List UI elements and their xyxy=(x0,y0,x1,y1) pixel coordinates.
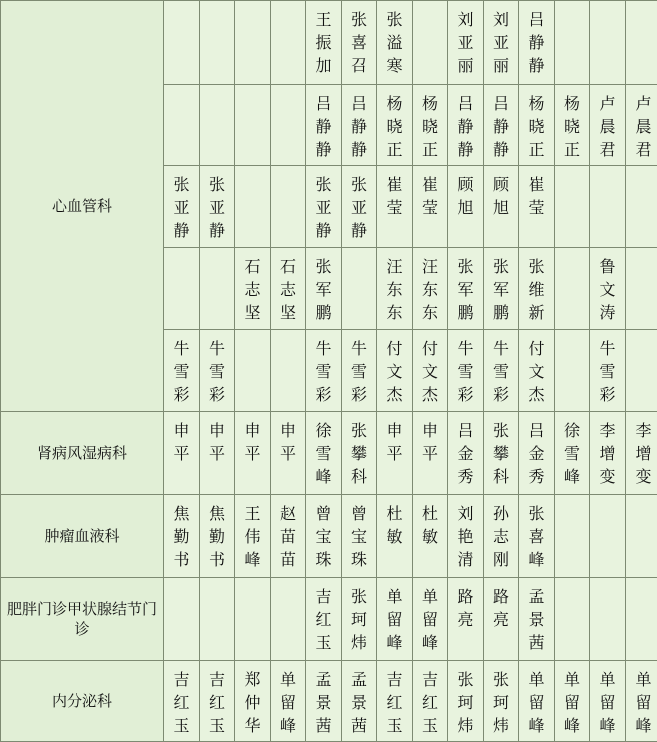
doctor-name: 张攀科 xyxy=(350,419,368,488)
doctor-cell xyxy=(235,248,271,330)
doctor-cell xyxy=(484,661,519,742)
doctor-name: 张溢寒 xyxy=(386,8,404,77)
doctor-cell xyxy=(342,412,377,495)
doctor-cell xyxy=(271,85,306,166)
doctor-cell xyxy=(235,495,271,578)
doctor-cell xyxy=(164,166,200,248)
doctor-cell xyxy=(626,578,657,661)
doctor-cell xyxy=(306,330,342,412)
doctor-name: 杨晓正 xyxy=(528,92,546,161)
doctor-cell xyxy=(200,412,235,495)
doctor-name: 吉红玉 xyxy=(315,585,333,654)
doctor-name: 顾旭 xyxy=(492,173,510,219)
doctor-cell xyxy=(306,661,342,742)
doctor-name: 汪东东 xyxy=(421,255,439,324)
doctor-cell xyxy=(590,661,626,742)
doctor-cell xyxy=(484,166,519,248)
doctor-name: 单留峰 xyxy=(563,668,581,737)
doctor-name: 徐雪峰 xyxy=(563,419,581,488)
doctor-cell xyxy=(164,85,200,166)
doctor-cell xyxy=(413,166,448,248)
doctor-name: 牛雪彩 xyxy=(315,337,333,406)
doctor-name: 张珂炜 xyxy=(457,668,475,737)
doctor-cell xyxy=(626,85,657,166)
doctor-cell xyxy=(306,85,342,166)
doctor-cell xyxy=(484,495,519,578)
doctor-cell xyxy=(235,578,271,661)
doctor-cell xyxy=(164,412,200,495)
doctor-cell xyxy=(448,330,484,412)
doctor-cell xyxy=(164,248,200,330)
doctor-name: 王振加 xyxy=(315,8,333,77)
doctor-name: 刘亚丽 xyxy=(492,8,510,77)
doctor-cell xyxy=(555,495,590,578)
doctor-name: 石志坚 xyxy=(244,255,262,324)
doctor-cell xyxy=(448,578,484,661)
department-name: 内分泌科 xyxy=(1,661,164,742)
doctor-name: 崔莹 xyxy=(386,173,404,219)
doctor-cell xyxy=(519,85,555,166)
doctor-cell xyxy=(413,1,448,85)
schedule-row xyxy=(1,412,657,495)
doctor-cell xyxy=(555,330,590,412)
doctor-name: 杜敏 xyxy=(386,502,404,548)
doctor-name: 孟景茜 xyxy=(350,668,368,737)
doctor-name: 牛雪彩 xyxy=(599,337,617,406)
doctor-name: 孙志刚 xyxy=(492,502,510,571)
doctor-cell xyxy=(377,661,413,742)
doctor-cell xyxy=(306,166,342,248)
doctor-name: 张军鹏 xyxy=(492,255,510,324)
doctor-cell xyxy=(413,495,448,578)
doctor-cell xyxy=(235,166,271,248)
doctor-name: 吕静静 xyxy=(492,92,510,161)
doctor-cell xyxy=(342,330,377,412)
doctor-cell xyxy=(342,85,377,166)
schedule-row xyxy=(1,495,657,578)
doctor-name: 吕金秀 xyxy=(457,419,475,488)
doctor-name: 付文杰 xyxy=(528,337,546,406)
doctor-name: 王伟峰 xyxy=(244,502,262,571)
doctor-cell xyxy=(306,412,342,495)
doctor-cell xyxy=(519,661,555,742)
doctor-name: 卢晨君 xyxy=(635,92,653,161)
doctor-cell xyxy=(626,166,657,248)
doctor-cell xyxy=(342,1,377,85)
doctor-cell xyxy=(590,248,626,330)
doctor-name: 焦勤书 xyxy=(208,502,226,571)
doctor-cell xyxy=(413,85,448,166)
doctor-name: 张珂炜 xyxy=(350,585,368,654)
doctor-cell xyxy=(626,248,657,330)
doctor-cell xyxy=(271,495,306,578)
doctor-name: 郑仲华 xyxy=(244,668,262,737)
doctor-name: 张攀科 xyxy=(492,419,510,488)
doctor-cell xyxy=(590,85,626,166)
doctor-name: 单留峰 xyxy=(528,668,546,737)
doctor-cell xyxy=(626,330,657,412)
doctor-cell xyxy=(377,412,413,495)
doctor-cell xyxy=(164,495,200,578)
doctor-name: 申平 xyxy=(279,419,297,465)
doctor-name: 单留峰 xyxy=(635,668,653,737)
doctor-cell xyxy=(555,1,590,85)
doctor-name: 曾宝珠 xyxy=(350,502,368,571)
doctor-cell xyxy=(626,1,657,85)
doctor-name: 吕静静 xyxy=(528,8,546,77)
doctor-cell xyxy=(484,578,519,661)
doctor-cell xyxy=(271,412,306,495)
doctor-cell xyxy=(200,248,235,330)
doctor-name: 吕静静 xyxy=(350,92,368,161)
doctor-cell xyxy=(306,495,342,578)
schedule-row xyxy=(1,1,657,85)
doctor-name: 张亚静 xyxy=(350,173,368,242)
doctor-cell xyxy=(377,495,413,578)
doctor-cell xyxy=(342,495,377,578)
doctor-name: 牛雪彩 xyxy=(208,337,226,406)
doctor-name: 张亚静 xyxy=(315,173,333,242)
doctor-cell xyxy=(377,578,413,661)
doctor-cell xyxy=(271,248,306,330)
doctor-cell xyxy=(342,661,377,742)
doctor-cell xyxy=(413,412,448,495)
doctor-cell xyxy=(590,166,626,248)
doctor-cell xyxy=(484,412,519,495)
doctor-name: 徐雪峰 xyxy=(315,419,333,488)
doctor-name: 吕金秀 xyxy=(528,419,546,488)
doctor-name: 单留峰 xyxy=(421,585,439,654)
doctor-name: 曾宝珠 xyxy=(315,502,333,571)
doctor-cell xyxy=(342,166,377,248)
doctor-cell xyxy=(342,578,377,661)
doctor-name: 单留峰 xyxy=(279,668,297,737)
doctor-name: 汪东东 xyxy=(386,255,404,324)
doctor-cell xyxy=(519,330,555,412)
doctor-name: 申平 xyxy=(173,419,191,465)
doctor-cell xyxy=(555,578,590,661)
doctor-cell xyxy=(519,166,555,248)
doctor-cell xyxy=(555,166,590,248)
doctor-cell xyxy=(200,330,235,412)
doctor-cell xyxy=(590,495,626,578)
doctor-cell xyxy=(235,85,271,166)
doctor-cell xyxy=(555,412,590,495)
doctor-cell xyxy=(306,248,342,330)
doctor-name: 付文杰 xyxy=(386,337,404,406)
doctor-cell xyxy=(377,166,413,248)
doctor-name: 张军鹏 xyxy=(457,255,475,324)
doctor-cell xyxy=(271,578,306,661)
doctor-cell xyxy=(377,248,413,330)
doctor-name: 牛雪彩 xyxy=(457,337,475,406)
doctor-cell xyxy=(413,330,448,412)
doctor-cell xyxy=(271,661,306,742)
doctor-cell xyxy=(590,1,626,85)
doctor-name: 卢晨君 xyxy=(599,92,617,161)
doctor-name: 李增变 xyxy=(635,419,653,488)
doctor-name: 吕静静 xyxy=(457,92,475,161)
doctor-name: 单留峰 xyxy=(599,668,617,737)
department-name: 心血管科 xyxy=(1,1,164,412)
doctor-cell xyxy=(306,1,342,85)
doctor-cell xyxy=(164,578,200,661)
doctor-cell xyxy=(413,661,448,742)
doctor-cell xyxy=(519,248,555,330)
doctor-name: 张亚静 xyxy=(208,173,226,242)
doctor-cell xyxy=(271,1,306,85)
doctor-cell xyxy=(626,495,657,578)
doctor-cell xyxy=(164,661,200,742)
doctor-cell xyxy=(200,495,235,578)
doctor-name: 张亚静 xyxy=(173,173,191,242)
doctor-cell xyxy=(235,330,271,412)
doctor-name: 顾旭 xyxy=(457,173,475,219)
doctor-cell xyxy=(200,166,235,248)
doctor-cell xyxy=(200,661,235,742)
doctor-name: 单留峰 xyxy=(386,585,404,654)
doctor-cell xyxy=(200,578,235,661)
doctor-name: 牛雪彩 xyxy=(492,337,510,406)
doctor-name: 牛雪彩 xyxy=(173,337,191,406)
doctor-name: 赵苗苗 xyxy=(279,502,297,571)
doctor-cell xyxy=(235,1,271,85)
schedule-row xyxy=(1,578,657,661)
doctor-cell xyxy=(484,248,519,330)
doctor-name: 崔莹 xyxy=(528,173,546,219)
doctor-name: 申平 xyxy=(421,419,439,465)
doctor-name: 孟景茜 xyxy=(315,668,333,737)
department-name: 肾病风湿病科 xyxy=(1,412,164,495)
doctor-name: 申平 xyxy=(244,419,262,465)
doctor-cell xyxy=(235,661,271,742)
doctor-cell xyxy=(484,1,519,85)
doctor-cell xyxy=(519,1,555,85)
doctor-name: 吉红玉 xyxy=(386,668,404,737)
doctor-cell xyxy=(342,248,377,330)
doctor-cell xyxy=(306,578,342,661)
doctor-cell xyxy=(377,1,413,85)
doctor-cell xyxy=(164,330,200,412)
doctor-cell xyxy=(555,661,590,742)
doctor-name: 吉红玉 xyxy=(208,668,226,737)
doctor-name: 付文杰 xyxy=(421,337,439,406)
doctor-cell xyxy=(448,248,484,330)
doctor-cell xyxy=(413,578,448,661)
doctor-cell xyxy=(555,85,590,166)
doctor-cell xyxy=(271,330,306,412)
department-name: 肿瘤血液科 xyxy=(1,495,164,578)
doctor-name: 石志坚 xyxy=(279,255,297,324)
doctor-name: 申平 xyxy=(208,419,226,465)
doctor-name: 杨晓正 xyxy=(563,92,581,161)
doctor-cell xyxy=(590,412,626,495)
doctor-name: 吉红玉 xyxy=(421,668,439,737)
doctor-cell xyxy=(271,166,306,248)
doctor-name: 路亮 xyxy=(492,585,510,631)
doctor-name: 张军鹏 xyxy=(315,255,333,324)
doctor-name: 路亮 xyxy=(457,585,475,631)
doctor-cell xyxy=(164,1,200,85)
doctor-cell xyxy=(626,661,657,742)
doctor-cell xyxy=(448,166,484,248)
doctor-cell xyxy=(413,248,448,330)
doctor-name: 焦勤书 xyxy=(173,502,191,571)
schedule-row xyxy=(1,661,657,742)
doctor-name: 张喜峰 xyxy=(528,502,546,571)
doctor-cell xyxy=(626,412,657,495)
doctor-name: 孟景茜 xyxy=(528,585,546,654)
doctor-name: 刘亚丽 xyxy=(457,8,475,77)
doctor-cell xyxy=(590,330,626,412)
doctor-name: 张维新 xyxy=(528,255,546,324)
doctor-name: 申平 xyxy=(386,419,404,465)
doctor-cell xyxy=(484,85,519,166)
doctor-cell xyxy=(377,330,413,412)
doctor-name: 张喜召 xyxy=(350,8,368,77)
doctor-name: 吉红玉 xyxy=(173,668,191,737)
doctor-cell xyxy=(519,495,555,578)
doctor-name: 张珂炜 xyxy=(492,668,510,737)
schedule-body xyxy=(1,1,657,742)
doctor-cell xyxy=(200,1,235,85)
doctor-name: 牛雪彩 xyxy=(350,337,368,406)
doctor-cell xyxy=(377,85,413,166)
department-name: 肥胖门诊甲状腺结节门诊 xyxy=(1,578,164,661)
doctor-name: 杜敏 xyxy=(421,502,439,548)
doctor-cell xyxy=(235,412,271,495)
doctor-cell xyxy=(555,248,590,330)
doctor-name: 杨晓正 xyxy=(421,92,439,161)
doctor-cell xyxy=(200,85,235,166)
doctor-name: 吕静静 xyxy=(315,92,333,161)
doctor-name: 崔莹 xyxy=(421,173,439,219)
doctor-cell xyxy=(448,495,484,578)
doctor-cell xyxy=(484,330,519,412)
doctor-cell xyxy=(590,578,626,661)
doctor-cell xyxy=(519,578,555,661)
doctor-cell xyxy=(519,412,555,495)
doctor-name: 杨晓正 xyxy=(386,92,404,161)
doctor-name: 李增变 xyxy=(599,419,617,488)
doctor-name: 鲁文涛 xyxy=(599,255,617,324)
doctor-cell xyxy=(448,661,484,742)
doctor-cell xyxy=(448,412,484,495)
doctor-cell xyxy=(448,1,484,85)
doctor-cell xyxy=(448,85,484,166)
doctor-name: 刘艳清 xyxy=(457,502,475,571)
